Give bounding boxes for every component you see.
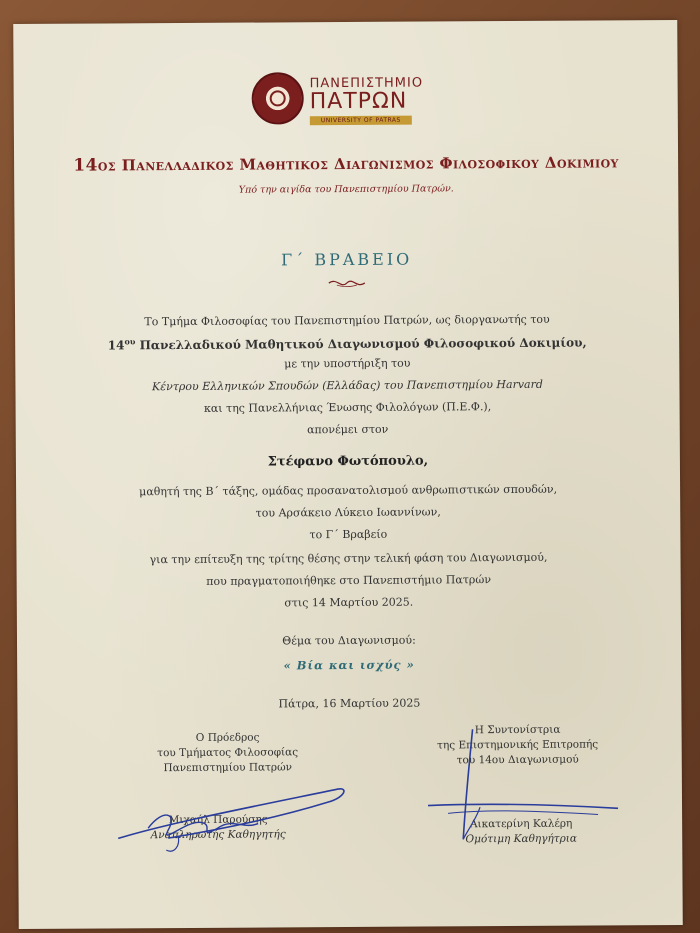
body-line-5: και της Πανελλήνιας Ένωσης Φιλολόγων (Π.Ε.Φ.), xyxy=(203,400,492,415)
body-line-6: απονέμει στον xyxy=(307,422,389,437)
right-signer-name: Αικατερίνη Καλέρη xyxy=(469,817,573,831)
left-title-1: Ο Πρόεδρος xyxy=(195,731,260,744)
body-line-8: του Αρσάκειο Λύκειο Ιωαννίνων, xyxy=(255,505,441,520)
left-title-2: του Τμήματος Φιλοσοφίας xyxy=(157,746,299,760)
ordinal-suffix: ος xyxy=(97,156,117,175)
left-signature-ink-icon xyxy=(108,767,359,859)
body-line-2-suffix: ου xyxy=(124,336,136,347)
right-signature-ink-icon xyxy=(417,718,628,859)
left-signer-name: Μιχαήλ Παρούσης xyxy=(168,813,268,827)
award-title: Γ΄ ΒΡΑΒΕΙΟ xyxy=(281,249,413,270)
logo-line1: ΠΑΝΕΠΙΣΤΗΜΙΟ xyxy=(309,75,424,92)
logo-line3: UNIVERSITY OF PATRAS xyxy=(310,116,412,126)
body-line-4: Κέντρου Ελληνικών Σπουδών (Ελλάδας) του Πανεπιστημίου Harvard xyxy=(151,377,543,394)
body-line-2-num: 14 xyxy=(107,338,125,353)
body-line-9: το Γ΄ Βραβείο xyxy=(309,527,388,542)
place-date: Πάτρα, 16 Μαρτίου 2025 xyxy=(278,696,421,711)
competition-title-text: Πανελλαδικος Μαθητικος Διαγωνισμος Φιλοσοφικου Δοκιμιου xyxy=(121,153,619,175)
body-line-10: για την επίτευξη της τρίτης θέσης στην τελική φάση του Διαγωνισμού, xyxy=(149,550,548,567)
logo-line2: ΠΑΤΡΩΝ xyxy=(309,88,408,115)
body-line-11: που πραγματοποιήθηκε στο Πανεπιστήμιο Πατρών xyxy=(206,573,492,588)
competition-title xyxy=(14,152,678,176)
body-line-2 xyxy=(15,333,679,353)
certificate-sheet xyxy=(13,20,683,929)
right-signer-role: Ομότιμη Καθηγήτρια xyxy=(465,832,577,846)
university-seal-icon xyxy=(252,72,304,124)
ornament-icon xyxy=(327,277,367,289)
body-line-7: μαθητή της Β΄ τάξης, ομάδας προσανατολισμού ανθρωπιστικών σπουδών, xyxy=(139,482,558,499)
body-line-2-text: Πανελλαδικού Μαθητικού Διαγωνισμού Φιλοσοφικού Δοκιμίου, xyxy=(135,335,587,353)
left-title-3: Πανεπιστημίου Πατρών xyxy=(163,761,293,775)
body-line-1: Το Τμήμα Φιλοσοφίας του Πανεπιστημίου Πατρών, ως διοργανωτής του xyxy=(144,312,550,329)
body-line-3: με την υποστήριξη του xyxy=(284,356,411,371)
left-signer-role: Αναπληρωτής Καθηγητής xyxy=(150,828,286,842)
competition-theme: « Βία και ισχύς » xyxy=(283,657,415,673)
body-line-12: στις 14 Μαρτίου 2025. xyxy=(284,595,414,610)
theme-label: Θέμα του Διαγωνισμού: xyxy=(282,633,416,648)
ordinal-number: 14 xyxy=(73,155,98,176)
recipient-name: Στέφανο Φωτόπουλο, xyxy=(267,453,429,470)
subtitle: Υπό την αιγίδα του Πανεπιστημίου Πατρών. xyxy=(238,183,454,196)
right-title-1: Η Συντονίστρια xyxy=(474,723,561,737)
right-title-3: του 14ου Διαγωνισμού xyxy=(456,753,579,767)
right-title-2: της Επιστημονικής Επιτροπής xyxy=(437,738,599,752)
university-logo xyxy=(252,71,442,128)
